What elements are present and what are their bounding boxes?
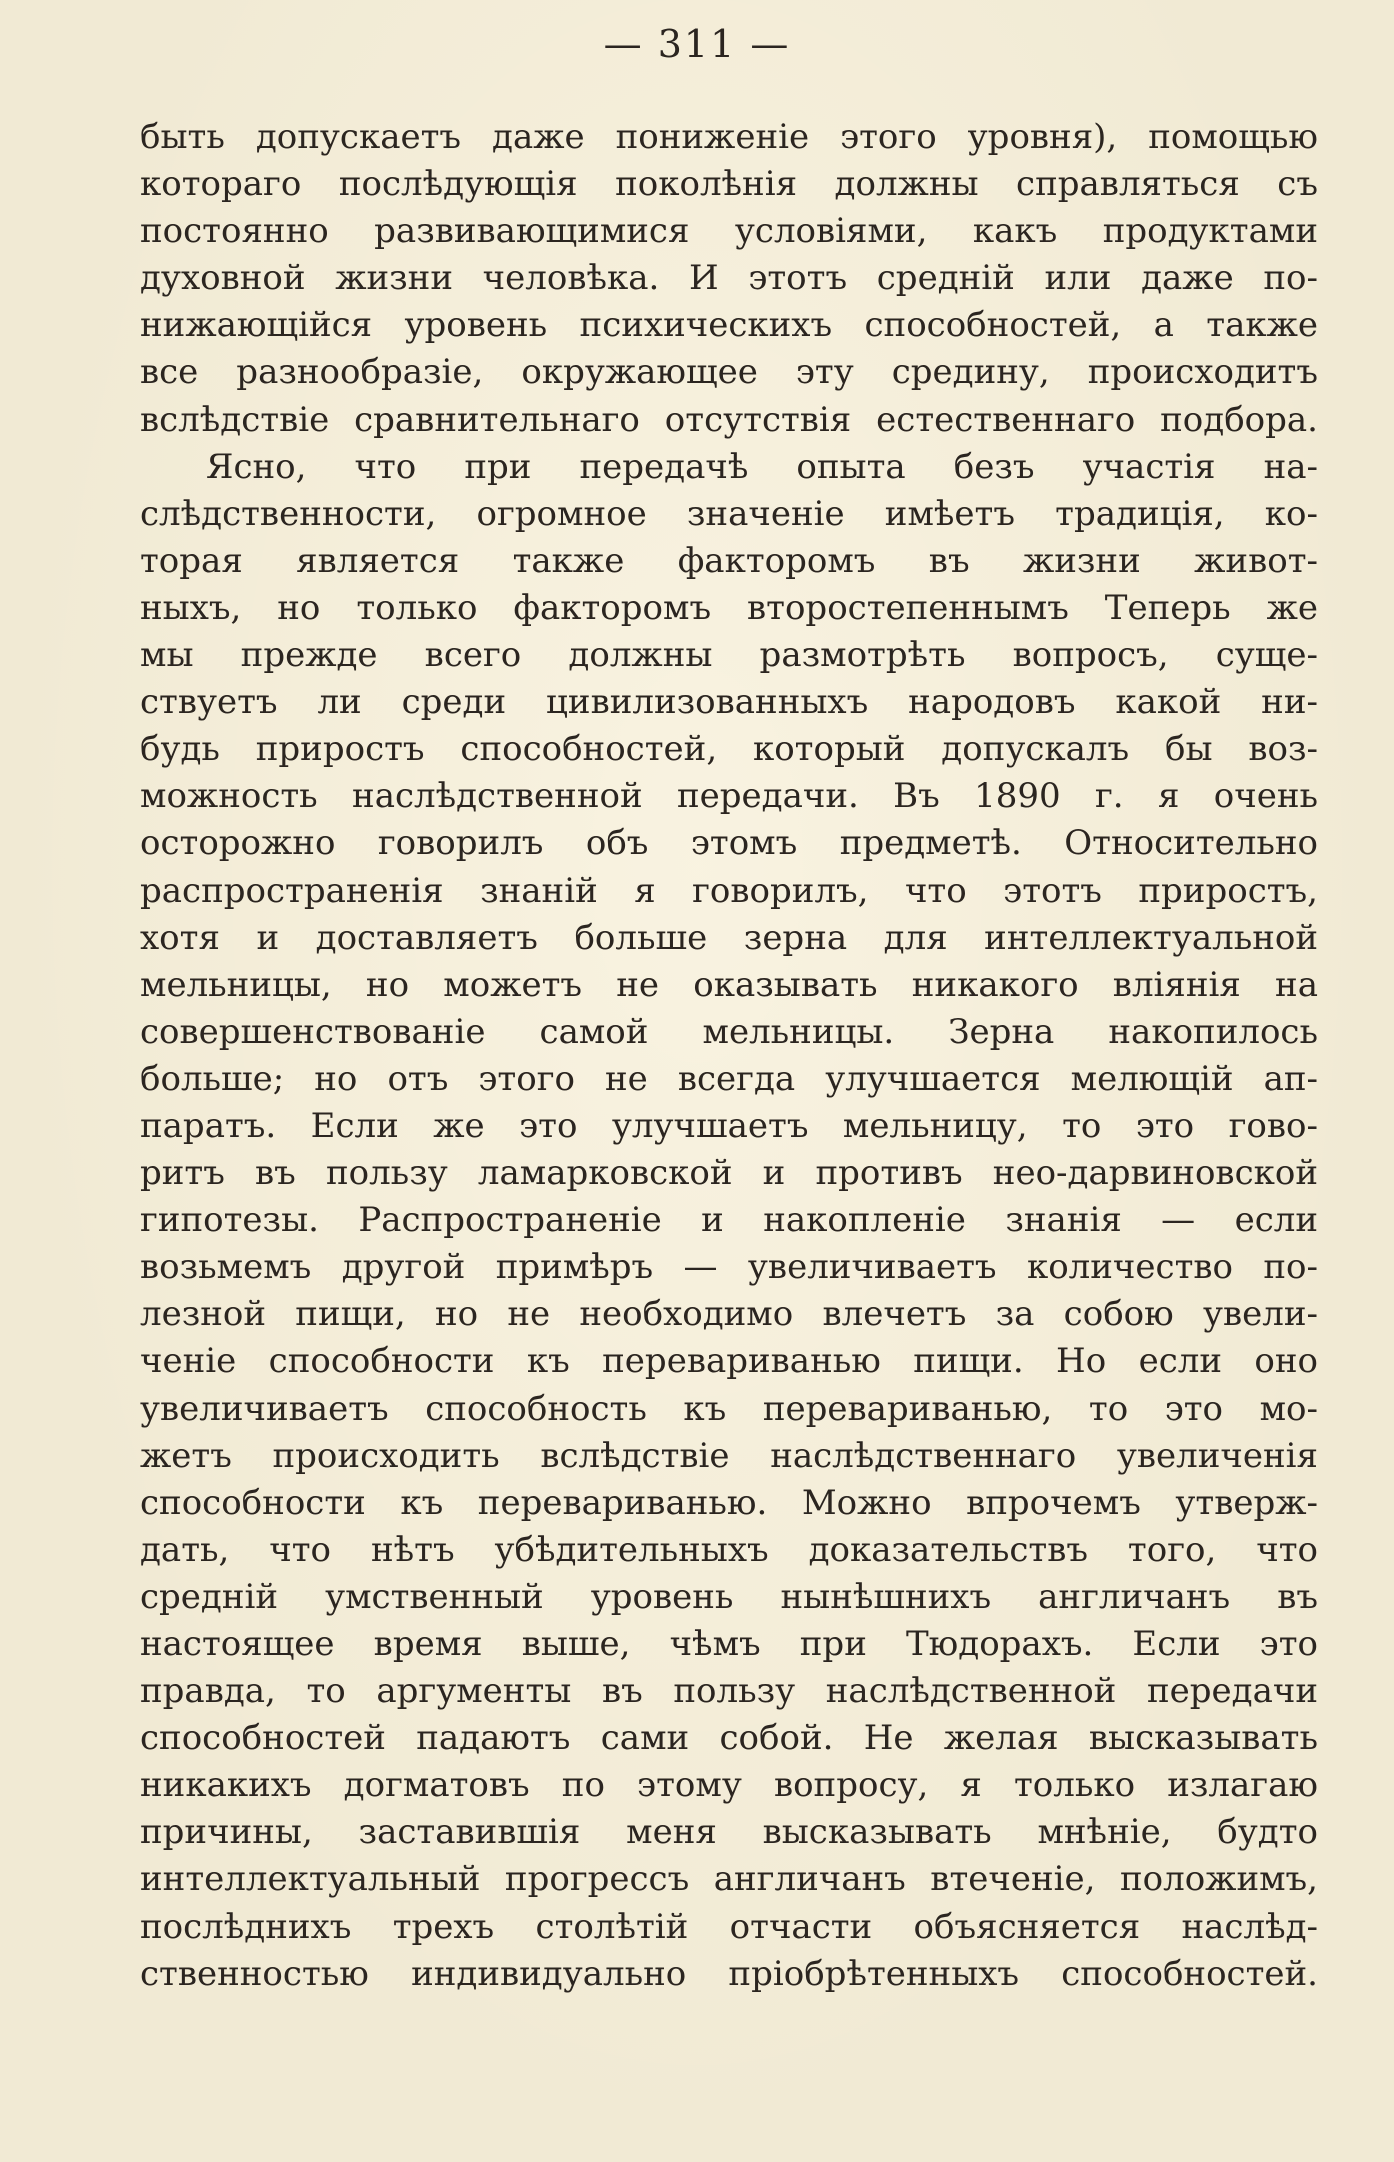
text-line: никакихъ догматовъ по этому вопросу, я только излагаю [140,1765,1318,1806]
text-line: возьмемъ другой примѣръ — увеличиваетъ количество по- [140,1247,1318,1288]
text-line: слѣдственности, огромное значеніе имѣетъ традиція, ко- [140,493,1318,534]
text-line: ченіе способности къ перевариванью пищи. Но если оно [140,1341,1318,1382]
text-line: совершенствованіе самой мельницы. Зерна накопилось [140,1011,1318,1052]
text-line: способности къ перевариванью. Можно впрочемъ утверж- [140,1482,1318,1523]
text-line: послѣднихъ трехъ столѣтій отчасти объясняется наслѣд- [140,1906,1318,1947]
text-line: постоянно развивающимися условіями, какъ продуктами [140,211,1318,252]
text-line: можность наслѣдственной передачи. Въ 1890 г. я очень [140,776,1318,817]
text-line: хотя и доставляетъ больше зерна для интеллектуальной [140,917,1318,958]
text-line: мы прежде всего должны размотрѣть вопросъ, суще- [140,635,1318,676]
text-line: правда, то аргументы въ пользу наслѣдственной передачи [140,1671,1318,1712]
text-line: настоящее время выше, чѣмъ при Тюдорахъ. Если это [140,1624,1318,1664]
paragraph-last-line: ственностью индивидуально пріобрѣтенныхъ способностей. [140,1953,1318,1994]
text-line: будь приростъ способностей, который допускалъ бы воз- [140,729,1318,770]
text-line: мельницы, но можетъ не оказывать никакого вліянія на [140,964,1318,1005]
text-line: больше; но отъ этого не всегда улучшается мелющій ап- [140,1058,1318,1099]
page-number: — 311 — [603,22,791,66]
text-line: котораго послѣдующія поколѣнія должны справляться съ [140,164,1318,205]
text-line: дать, что нѣтъ убѣдительныхъ доказательствъ того, что [140,1529,1318,1570]
text-line: нижающійся уровень психическихъ способностей, а также [140,305,1318,346]
text-line: увеличиваетъ способность къ перевариванью, то это мо- [140,1388,1318,1429]
text-line: быть допускаетъ даже пониженіе этого уровня), помощью [140,117,1318,157]
text-line: вслѣдствіе сравнительнаго отсутствія естественнаго подбора. [140,399,1318,440]
text-line: все разнообразіе, окружающее эту средину, происходитъ [140,352,1318,393]
text-line: причины, заставившія меня высказывать мнѣніе, будто [140,1812,1318,1853]
text-line: осторожно говорилъ объ этомъ предметѣ. Относительно [140,823,1318,864]
text-line: интеллектуальный прогрессъ англичанъ втеченіе, положимъ, [140,1859,1318,1900]
text-line: духовной жизни человѣка. И этотъ среднiй или даже по- [140,258,1318,299]
text-line: лезной пищи, но не необходимо влечетъ за собою увели- [140,1294,1318,1335]
text-line: распространенія знаній я говорилъ, что этотъ приростъ, [140,870,1318,911]
paragraph-first-line: Ясно, что при передачѣ опыта безъ участія на- [206,446,1318,487]
text-line: паратъ. Если же это улучшаетъ мельницу, то это гово- [140,1105,1318,1146]
body-text [140,114,1318,1998]
text-line: жетъ происходить вслѣдствіе наслѣдственнаго увеличенія [140,1435,1318,1476]
text-line: ныхъ, но только факторомъ второстепеннымъ Теперь же [140,587,1318,628]
text-line: гипотезы. Распространеніе и накопленіе знанія — если [140,1200,1318,1241]
text-line: ритъ въ пользу ламарковской и противъ нео-дарвиновской [140,1153,1318,1194]
text-line: ствуетъ ли среди цивилизованныхъ народовъ какой ни- [140,682,1318,723]
text-line: способностей падаютъ сами собой. Не желая высказывать [140,1718,1318,1759]
text-line: средній умственный уровень нынѣшнихъ англичанъ въ [140,1576,1318,1617]
text-line: торая является также факторомъ въ жизни живот- [140,540,1318,581]
